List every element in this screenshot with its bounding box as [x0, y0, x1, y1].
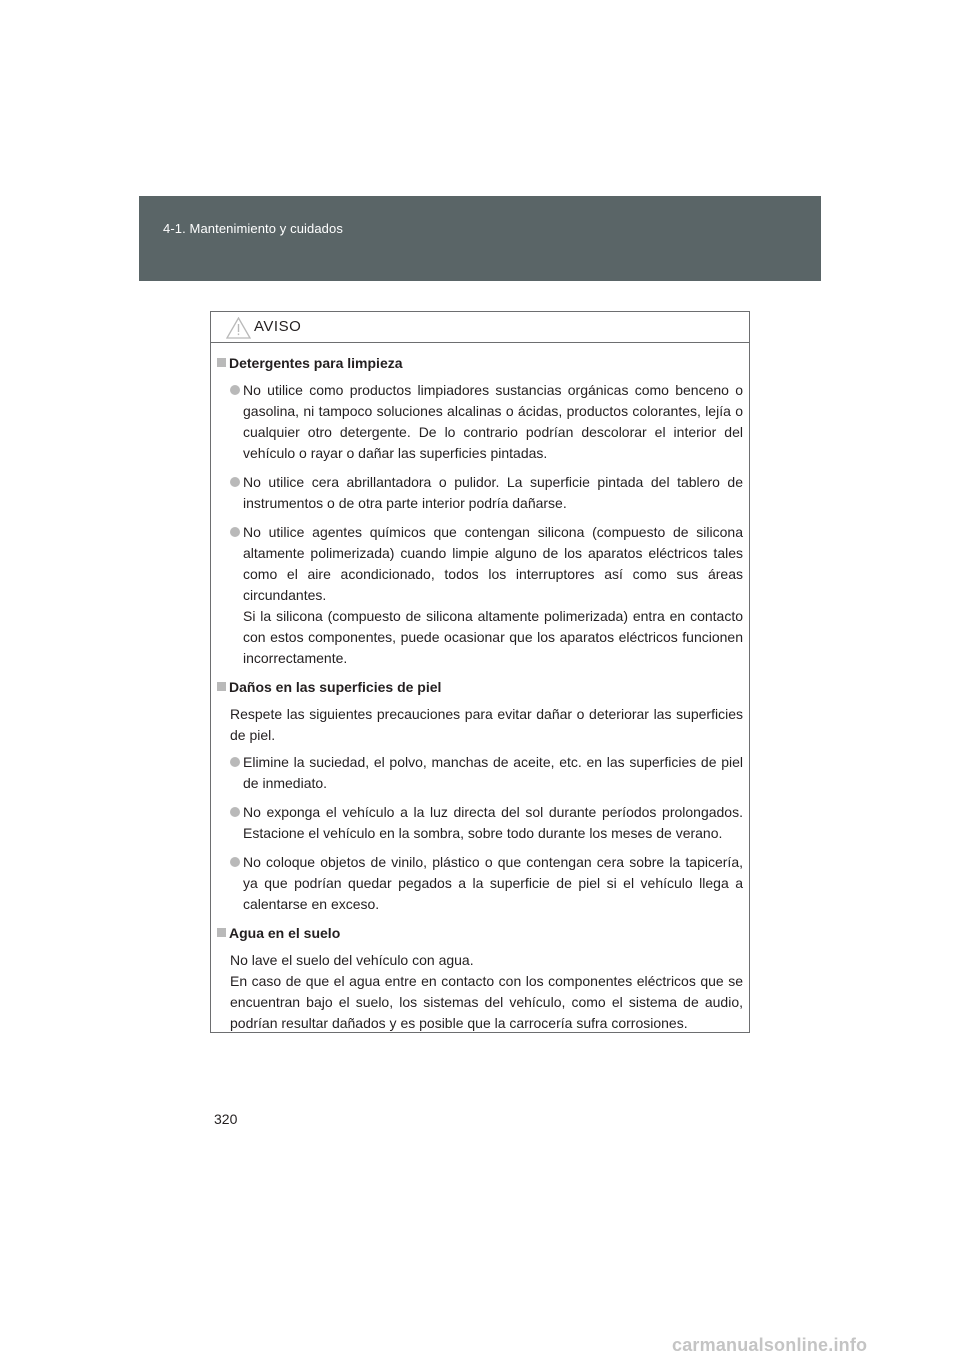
round-bullet-icon — [230, 477, 240, 487]
section-title-text: Daños en las superficies de piel — [229, 679, 442, 695]
square-bullet-icon — [217, 682, 226, 691]
page-number: 320 — [214, 1111, 238, 1127]
round-bullet-icon — [230, 857, 240, 867]
warning-header — [211, 312, 749, 343]
list-item-text: No utilice agentes químicos que contengan silicona (compuesto de silicona altamente polimerizada) cuando limpie alguno de los aparatos eléctricos tales como el aire acondicionado, todos los interruptores así como sus áreas circundantes. — [243, 524, 743, 603]
section-title-leather — [217, 677, 743, 698]
list-item-text: No exponga el vehículo a la luz directa del sol durante períodos prolongados. Estacione el vehículo en la sombra, sobre todo durante los meses de verano. — [243, 804, 743, 841]
list-item-text: Elimine la suciedad, el polvo, manchas de aceite, etc. en las superficies de piel de inmediato. — [243, 754, 743, 791]
list-item — [217, 380, 743, 464]
list-item — [217, 522, 743, 669]
round-bullet-icon — [230, 527, 240, 537]
section-title-text: Agua en el suelo — [229, 925, 341, 941]
round-bullet-icon — [230, 385, 240, 395]
round-bullet-icon — [230, 807, 240, 817]
section-title-detergents — [217, 353, 743, 374]
section-title-water — [217, 923, 743, 944]
list-item — [217, 472, 743, 514]
list-item-text-extra: Si la silicona (compuesto de silicona altamente polimerizada) entra en contacto con estos componentes, puede ocasionar que los aparatos eléctricos funcionen incorrectamente. — [243, 608, 743, 666]
watermark: carmanualsonline.info — [672, 1335, 868, 1355]
list-item — [217, 852, 743, 915]
header-band — [139, 196, 821, 281]
section-header-title: 4-1. Mantenimiento y cuidados — [163, 221, 343, 236]
warning-body — [211, 343, 749, 1034]
warning-triangle-icon — [226, 317, 251, 339]
section-paragraph — [217, 950, 743, 1034]
list-item-text: No utilice cera abrillantadora o pulidor. La superficie pintada del tablero de instrumentos o de otra parte interior podría dañarse. — [243, 474, 743, 511]
warning-box — [210, 311, 750, 1033]
section-title-text: Detergentes para limpieza — [229, 355, 403, 371]
list-item — [217, 802, 743, 844]
list-item-text: No utilice como productos limpiadores sustancias orgánicas como benceno o gasolina, ni tampoco soluciones alcalinas o ácidas, productos colorantes, lejía o cualquier otro detergente. De lo contrario podrían descolorar el interior del vehículo o rayar o dañar las superficies pintadas. — [243, 382, 743, 461]
round-bullet-icon — [230, 757, 240, 767]
warning-label: AVISO — [254, 318, 302, 335]
square-bullet-icon — [217, 358, 226, 367]
paragraph-line: En caso de que el agua entre en contacto con los componentes eléctricos que se encuentran bajo el suelo, los sistemas del vehículo, como el sistema de audio, podrían resultar dañados y es posible que la carrocería sufra corrosiones. — [230, 973, 743, 1031]
paragraph-line: No lave el suelo del vehículo con agua. — [230, 952, 474, 968]
list-item-text: No coloque objetos de vinilo, plástico o que contengan cera sobre la tapicería, ya que podrían quedar pegados a la superficie de piel si el vehículo llega a calentarse en exceso. — [243, 854, 743, 912]
square-bullet-icon — [217, 928, 226, 937]
list-item — [217, 752, 743, 794]
section-intro: Respete las siguientes precauciones para evitar dañar o deteriorar las superficies de piel. — [230, 706, 743, 743]
